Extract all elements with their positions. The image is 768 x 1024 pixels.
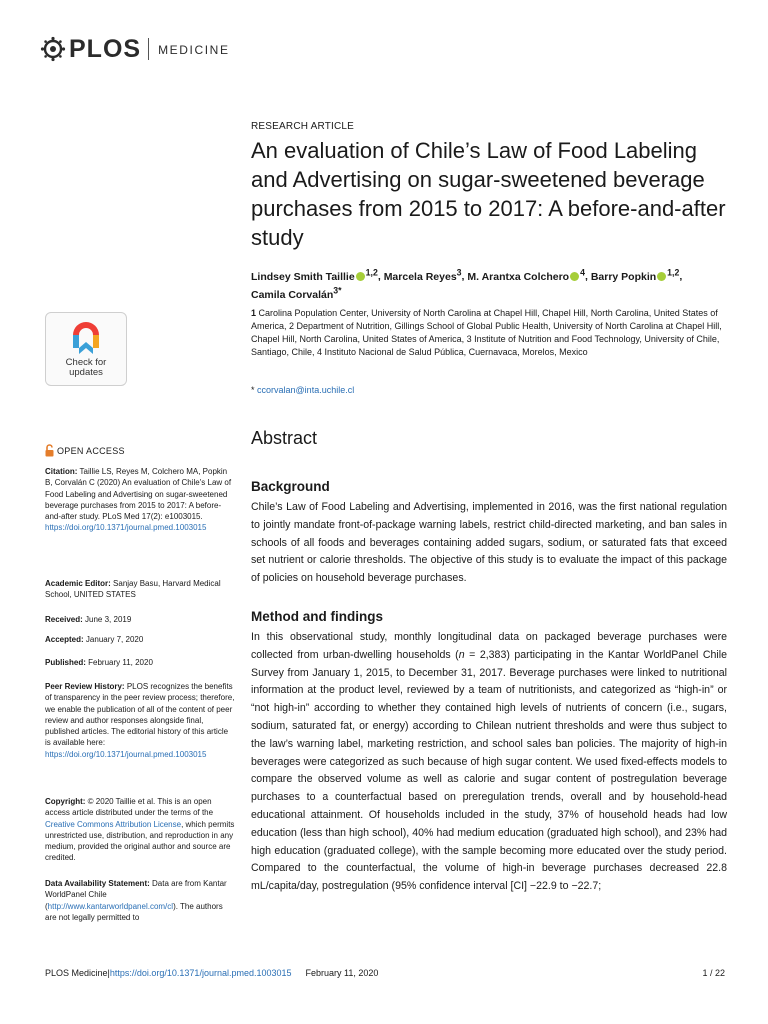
accepted-label: Accepted: — [45, 635, 84, 644]
open-access-text: OPEN ACCESS — [57, 445, 125, 456]
affil-number: 1 — [251, 308, 257, 318]
license-link[interactable]: Creative Commons Attribution License — [45, 819, 182, 829]
author[interactable] — [590, 267, 683, 283]
badge-line-2: updates — [69, 367, 103, 378]
orcid-icon[interactable] — [570, 272, 579, 281]
peer-review-block — [45, 681, 235, 760]
author-affil-sup: 1,2 — [667, 267, 680, 277]
methods-text-2: = 2,383) participating in the Kantar WorldPanel Chile Survey from January 1, 2015, to December 31, 2017. Beverage purchases were linked to nutritional information at the product level, reviewed by a team of nutritionists, and categorized as “high-in” or “not high-in” according to whether they contained high levels of nutrients of concern (i.e., sugars, sodium, saturated fat, or energy) according to Chilean nutrient thresholds and were thus subject to the law’s warning label, marketing restriction, and school sales ban policies. The majority of high-in beverages were categorized as such because of high sugar content. We used fixed-effects models to compare the observed volume as well as calorie and sugar content of postregulation beverage purchases to a counterfactual based on preregulation trends, overall and by household-head educational attainment. Of households included in the study, 37% of household heads had low education (less than high school), 40% had medium education (graduated high school), and 23% had high education (graduated college), with the sample becoming more educated over the study period. Compared to the counterfactual, the volume of high-in beverage purchases decreased 22.8 mL/capita/day, postregulation (95% confidence interval [CI] −22.9 to −22.7; — [251, 648, 727, 893]
methods-paragraph — [251, 629, 727, 896]
author-list — [251, 265, 721, 302]
article-type: RESEARCH ARTICLE — [251, 121, 355, 132]
published-label: Published: — [45, 658, 86, 667]
author-name: Marcela Reyes — [383, 270, 457, 283]
published-block — [45, 657, 235, 668]
page-footer — [45, 968, 725, 978]
logo-divider — [148, 38, 149, 60]
crossmark-icon — [71, 320, 101, 356]
peer-review-label: Peer Review History: — [45, 682, 125, 691]
footer-date: February 11, 2020 — [305, 968, 379, 978]
corr-star: * — [251, 385, 255, 395]
methods-heading: Method and findings — [251, 609, 383, 624]
page-number: 1 / 22 — [702, 968, 725, 978]
academic-editor-block — [45, 578, 235, 601]
affiliations — [251, 307, 731, 359]
received-label: Received: — [45, 615, 83, 624]
peer-review-text: PLOS recognizes the benefits of transparency in the peer review process; therefore, we enable the publication of all of the content of peer review and author responses alongside final, published articles. The editorial history of this article is available here: — [45, 682, 235, 748]
footer-doi-link[interactable]: https://doi.org/10.1371/journal.pmed.1003015 — [109, 968, 292, 978]
article-title: An evaluation of Chile’s Law of Food Labeling and Advertising on sugar-sweetened beverage purchases from 2015 to 2017: A before-and-after study — [251, 138, 726, 250]
citation-doi-link[interactable]: https://doi.org/10.1371/journal.pmed.1003015 — [45, 523, 207, 533]
orcid-icon[interactable] — [356, 272, 365, 281]
author-affil-sup: 1,2 — [365, 267, 378, 277]
open-lock-icon — [45, 444, 54, 457]
author[interactable] — [383, 267, 462, 283]
accepted-date: January 7, 2020 — [85, 635, 144, 644]
corr-email-link[interactable]: ccorvalan@inta.uchile.cl — [257, 385, 355, 395]
received-date: June 3, 2019 — [85, 615, 132, 624]
author[interactable] — [251, 285, 342, 301]
footer-journal: PLOS Medicine — [45, 968, 108, 978]
author[interactable] — [251, 267, 378, 283]
author-affil-sup: 3 — [456, 267, 462, 277]
author[interactable] — [467, 267, 585, 283]
open-access-label — [45, 444, 125, 457]
footer-separator: | — [107, 968, 110, 978]
background-heading: Background — [251, 479, 330, 494]
journal-name: MEDICINE — [158, 43, 230, 57]
plos-logo[interactable] — [40, 34, 230, 64]
copyright-text: © 2020 Taillie et al. This is an open access article distributed under the terms of the — [45, 797, 214, 818]
methods-text: In this observational study, monthly longitudinal data on packaged beverage purchases were collected from urban-dwelling households ( — [251, 631, 727, 661]
author-affil-sup: 4 — [580, 267, 585, 277]
author-separator: , — [679, 270, 683, 283]
published-date: February 11, 2020 — [88, 658, 153, 667]
copyright-text-2: , which permits unrestricted use, distribution, and reproduction in any medium, provided the original author and source are credited. — [45, 819, 235, 863]
author-separator: , — [584, 270, 591, 283]
received-block — [45, 614, 235, 625]
abstract-heading: Abstract — [251, 428, 318, 448]
background-paragraph: Chile’s Law of Food Labeling and Advertising, implemented in 2016, was the first national regulation to jointly mandate front-of-package warning labels, restrict child-directed marketing, and ban sales in schools of all foods and beverages containing added sugars, sodium, or saturated fats that exceed set nutrient or calorie thresholds. The objective of this study is to evaluate the impact of this package of policies on household beverage purchases. — [251, 501, 727, 585]
plos-emblem-icon — [40, 36, 66, 62]
author-name: Lindsey Smith Taillie — [251, 270, 355, 283]
author-affil-sup: 3* — [333, 285, 342, 296]
accepted-block — [45, 634, 235, 645]
citation-text: Taillie LS, Reyes M, Colchero MA, Popkin B, Corvalán C (2020) An evaluation of Chile's Law of Food Labeling and Advertising on sugar-sweetened beverage purchases from 2015 to 2017: A before-and-after study. PLoS Med 17(2): e1003015. — [45, 467, 232, 522]
methods-n-symbol: n — [458, 648, 465, 661]
citation-label: Citation: — [45, 467, 78, 476]
editor-label: Academic Editor: — [45, 579, 111, 588]
data-availability-block — [45, 878, 235, 923]
data-availability-label: Data Availability Statement: — [45, 879, 150, 888]
author-separator: , — [377, 270, 384, 283]
kantar-link[interactable]: http://www.kantarworldpanel.com/cl — [47, 901, 174, 911]
author-name: M. Arantxa Colchero — [467, 270, 570, 283]
editor-text: Sanjay Basu, Harvard Medical School, UNITED STATES — [45, 579, 221, 600]
author-name: Camila Corvalán — [251, 289, 334, 301]
badge-line-1: Check for — [65, 357, 107, 368]
check-for-updates-badge[interactable] — [45, 312, 127, 386]
orcid-icon[interactable] — [657, 272, 666, 281]
copyright-block — [45, 796, 235, 864]
copyright-label: Copyright: — [45, 797, 86, 806]
peer-review-link[interactable]: https://doi.org/10.1371/journal.pmed.1003015 — [45, 749, 207, 759]
corresponding-author — [251, 385, 354, 395]
data-availability-text: Data are from Kantar WorldPanel Chile ( — [45, 879, 227, 911]
citation-block — [45, 466, 235, 534]
author-name: Barry Popkin — [590, 270, 657, 283]
author-separator: , — [461, 270, 468, 283]
affiliation-text: Carolina Population Center, University of North Carolina at Chapel Hill, Chapel Hill, North Carolina, United States of America, 2 Department of Nutrition, Gillings School of Global Public Health, University of North Carolina at Chapel Hill, Chapel Hill, North Carolina, United States of America, 3 Institute of Nutrition and Food Technology, University of Chile, Santiago, Chile, 4 Instituto Nacional de Salud Pública, Cuernavaca, Morelos, Mexico — [251, 308, 722, 357]
data-availability-text-2: ). The authors are not legally permitted to — [45, 901, 223, 922]
logo-wordmark: PLOS — [69, 34, 142, 63]
